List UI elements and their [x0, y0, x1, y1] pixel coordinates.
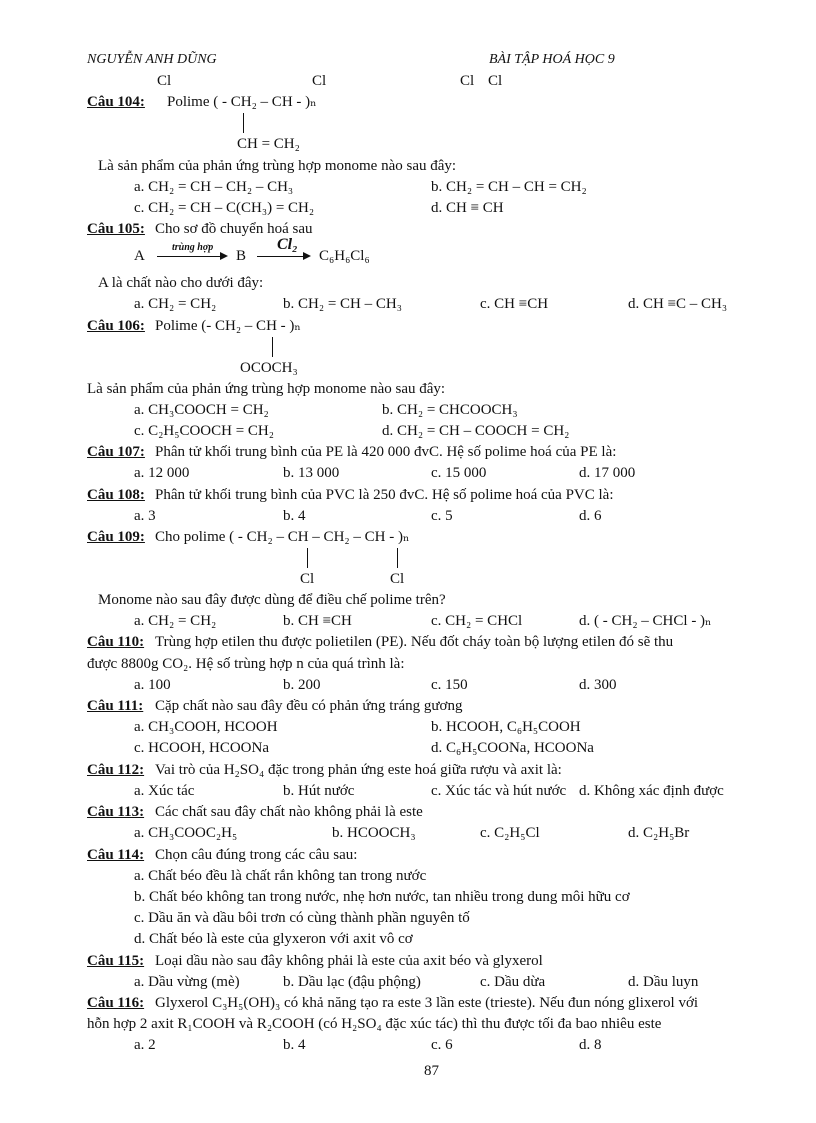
- polymer-formula: Polime ( - CH₂ – CH - )ₙ: [167, 94, 317, 110]
- polymer-formula: Polime (- CH₂ – CH - )ₙ: [155, 318, 301, 334]
- question-text: Phân tử khối trung bình của PE là 420 000 đvC. Hệ số polime hoá của PE là:: [155, 444, 617, 460]
- option-b: b. 4: [283, 508, 306, 524]
- option-d: d. CH ≡ CH: [431, 200, 504, 216]
- option-a: a. CH₃COOH, HCOOH: [134, 719, 278, 735]
- option-b: b. HCOOCH₃: [332, 825, 416, 841]
- question-label: Câu 116:: [87, 995, 145, 1011]
- option-b: b. CH₂ = CH – CH₃: [283, 296, 402, 312]
- polymer-formula: Cho polime ( - CH₂ – CH – CH₂ – CH - )ₙ: [155, 529, 410, 545]
- question-prompt: Là sản phẩm của phản ứng trùng hợp monome nào sau đây:: [87, 381, 446, 397]
- option-d: d. Chất béo là este của glyxeron với axit vô cơ: [134, 931, 413, 947]
- question-prompt: A là chất nào cho dưới đây:: [98, 275, 264, 291]
- question-label: Câu 113:: [87, 804, 145, 820]
- bond-line: [397, 548, 398, 568]
- option-a: a. CH₂ = CH₂: [134, 296, 217, 312]
- page-number: 87: [424, 1063, 439, 1079]
- option-d: d. 17 000: [579, 465, 636, 481]
- option-a: a. 2: [134, 1037, 156, 1053]
- question-label: Câu 112:: [87, 762, 145, 778]
- option-a: a. 100: [134, 677, 171, 693]
- option-c: c. C₂H₅COOCH = CH₂: [134, 423, 274, 439]
- option-d: d. 6: [579, 508, 602, 524]
- option-a: a. Xúc tác: [134, 783, 195, 799]
- question-label: Câu 115:: [87, 953, 145, 969]
- question-text: Vai trò của H₂SO₄ đặc trong phản ứng este hoá giữa rượu và axit là:: [155, 762, 562, 778]
- question-label: Câu 106:: [87, 318, 145, 334]
- option-a: a. CH₂ = CH – CH₂ – CH₃: [134, 179, 294, 195]
- option-c: c. CH₂ = CH – C(CH₃) = CH₂: [134, 200, 315, 216]
- option-c: c. Xúc tác và hút nước: [431, 783, 567, 799]
- question-label: Câu 105:: [87, 221, 145, 237]
- option-d: d. ( - CH₂ – CHCl - )ₙ: [579, 613, 712, 629]
- question-text: Các chất sau đây chất nào không phải là este: [155, 804, 423, 820]
- option-a: a. CH₂ = CH₂: [134, 613, 217, 629]
- option-b: b. Dầu lạc (đậu phộng): [283, 974, 421, 990]
- header-author: NGUYỄN ANH DŨNG: [87, 52, 217, 67]
- reaction-arrow: [257, 256, 309, 257]
- scheme-product: C₆H₆Cl₆: [319, 248, 370, 264]
- substituent-cl: Cl: [390, 571, 405, 587]
- bond-line: [243, 113, 244, 133]
- option-a: a. CH₃COOCH = CH₂: [134, 402, 269, 418]
- scheme-b: B: [236, 248, 247, 264]
- option-d: d. Không xác định được: [579, 783, 724, 799]
- arrow-label-polymerization: trùng hợp: [172, 242, 214, 253]
- fragment-cl-4: Cl: [488, 73, 503, 89]
- option-d: d. C₆H₅COONa, HCOONa: [431, 740, 594, 756]
- option-b: b. CH₂ = CH – CH = CH₂: [431, 179, 587, 195]
- option-a: a. 12 000: [134, 465, 190, 481]
- polymer-branch: CH = CH₂: [237, 136, 300, 152]
- option-c: c. 150: [431, 677, 468, 693]
- option-c: c. Dầu dừa: [480, 974, 546, 990]
- substituent-cl: Cl: [300, 571, 315, 587]
- question-text: Loại dầu nào sau đây không phải là este của axit béo và glyxerol: [155, 953, 543, 969]
- question-text: Glyxerol C₃H₅(OH)₃ có khả năng tạo ra este 3 lần este (trieste). Nếu đun nóng glixerol với: [155, 995, 699, 1011]
- option-b: b. 4: [283, 1037, 306, 1053]
- header-title: BÀI TẬP HOÁ HỌC 9: [489, 52, 615, 67]
- fragment-cl-3: Cl: [460, 73, 475, 89]
- question-label: Câu 107:: [87, 444, 145, 460]
- option-a: a. CH₃COOC₂H₅: [134, 825, 238, 841]
- option-c: c. 6: [431, 1037, 453, 1053]
- question-text: Phân tử khối trung bình của PVC là 250 đvC. Hệ số polime hoá của PVC là:: [155, 487, 614, 503]
- polymer-branch: OCOCH₃: [240, 360, 298, 376]
- question-prompt: Monome nào sau đây được dùng để điều chế polime trên?: [98, 592, 446, 608]
- option-c: c. 15 000: [431, 465, 487, 481]
- option-a: a. Dầu vừng (mè): [134, 974, 240, 990]
- question-text: được 8800g CO₂. Hệ số trùng hợp n của quá trình là:: [87, 656, 405, 672]
- fragment-cl-1: Cl: [157, 73, 172, 89]
- option-b: b. CH ≡CH: [283, 613, 352, 629]
- option-c: c. 5: [431, 508, 453, 524]
- fragment-cl-2: Cl: [312, 73, 327, 89]
- question-text: hỗn hợp 2 axit R₁COOH và R₂COOH (có H₂SO₄ đặc xúc tác) thì thu được tối đa bao nhiêu este: [87, 1016, 662, 1032]
- option-c: c. HCOOH, HCOONa: [134, 740, 269, 756]
- bond-line: [307, 548, 308, 568]
- question-label: Câu 104:: [87, 94, 145, 110]
- question-text: Trùng hợp etilen thu được polietilen (PE). Nếu đốt cháy toàn bộ lượng etilen đó sẽ thu: [155, 634, 674, 650]
- reaction-arrow: [157, 256, 226, 257]
- question-text: Cặp chất nào sau đây đều có phản ứng tráng gương: [155, 698, 463, 714]
- option-b: b. HCOOH, C₆H₅COOH: [431, 719, 581, 735]
- option-d: d. 8: [579, 1037, 602, 1053]
- question-label: Câu 109:: [87, 529, 145, 545]
- question-label: Câu 114:: [87, 847, 145, 863]
- option-a: a. Chất béo đều là chất rắn không tan trong nước: [134, 868, 427, 884]
- option-b: b. 200: [283, 677, 321, 693]
- option-a: a. 3: [134, 508, 156, 524]
- option-c: c. C₂H₅Cl: [480, 825, 540, 841]
- question-text: Chọn câu đúng trong các câu sau:: [155, 847, 358, 863]
- option-b: b. Hút nước: [283, 783, 355, 799]
- scheme-a: A: [134, 248, 145, 264]
- option-c: c. CH ≡CH: [480, 296, 549, 312]
- option-c: c. CH₂ = CHCl: [431, 613, 523, 629]
- option-d: d. Dầu luyn: [628, 974, 699, 990]
- bond-line: [272, 337, 273, 357]
- arrow-label-chlorine: Cl₂: [277, 236, 298, 253]
- question-text: Cho sơ đồ chuyển hoá sau: [155, 221, 313, 237]
- question-label: Câu 108:: [87, 487, 145, 503]
- option-c: c. Dầu ăn và dầu bôi trơn có cùng thành phần nguyên tố: [134, 910, 470, 926]
- option-b: b. Chất béo không tan trong nước, nhẹ hơn nước, tan nhiều trong dung môi hữu cơ: [134, 889, 630, 905]
- option-d: d. CH₂ = CH – COOCH = CH₂: [382, 423, 570, 439]
- option-b: b. CH₂ = CHCOOCH₃: [382, 402, 518, 418]
- option-d: d. CH ≡C – CH₃: [628, 296, 728, 312]
- question-prompt: Là sản phẩm của phản ứng trùng hợp monome nào sau đây:: [98, 158, 457, 174]
- option-d: d. 300: [579, 677, 617, 693]
- option-d: d. C₂H₅Br: [628, 825, 690, 841]
- option-b: b. 13 000: [283, 465, 340, 481]
- question-label: Câu 111:: [87, 698, 144, 714]
- question-label: Câu 110:: [87, 634, 145, 650]
